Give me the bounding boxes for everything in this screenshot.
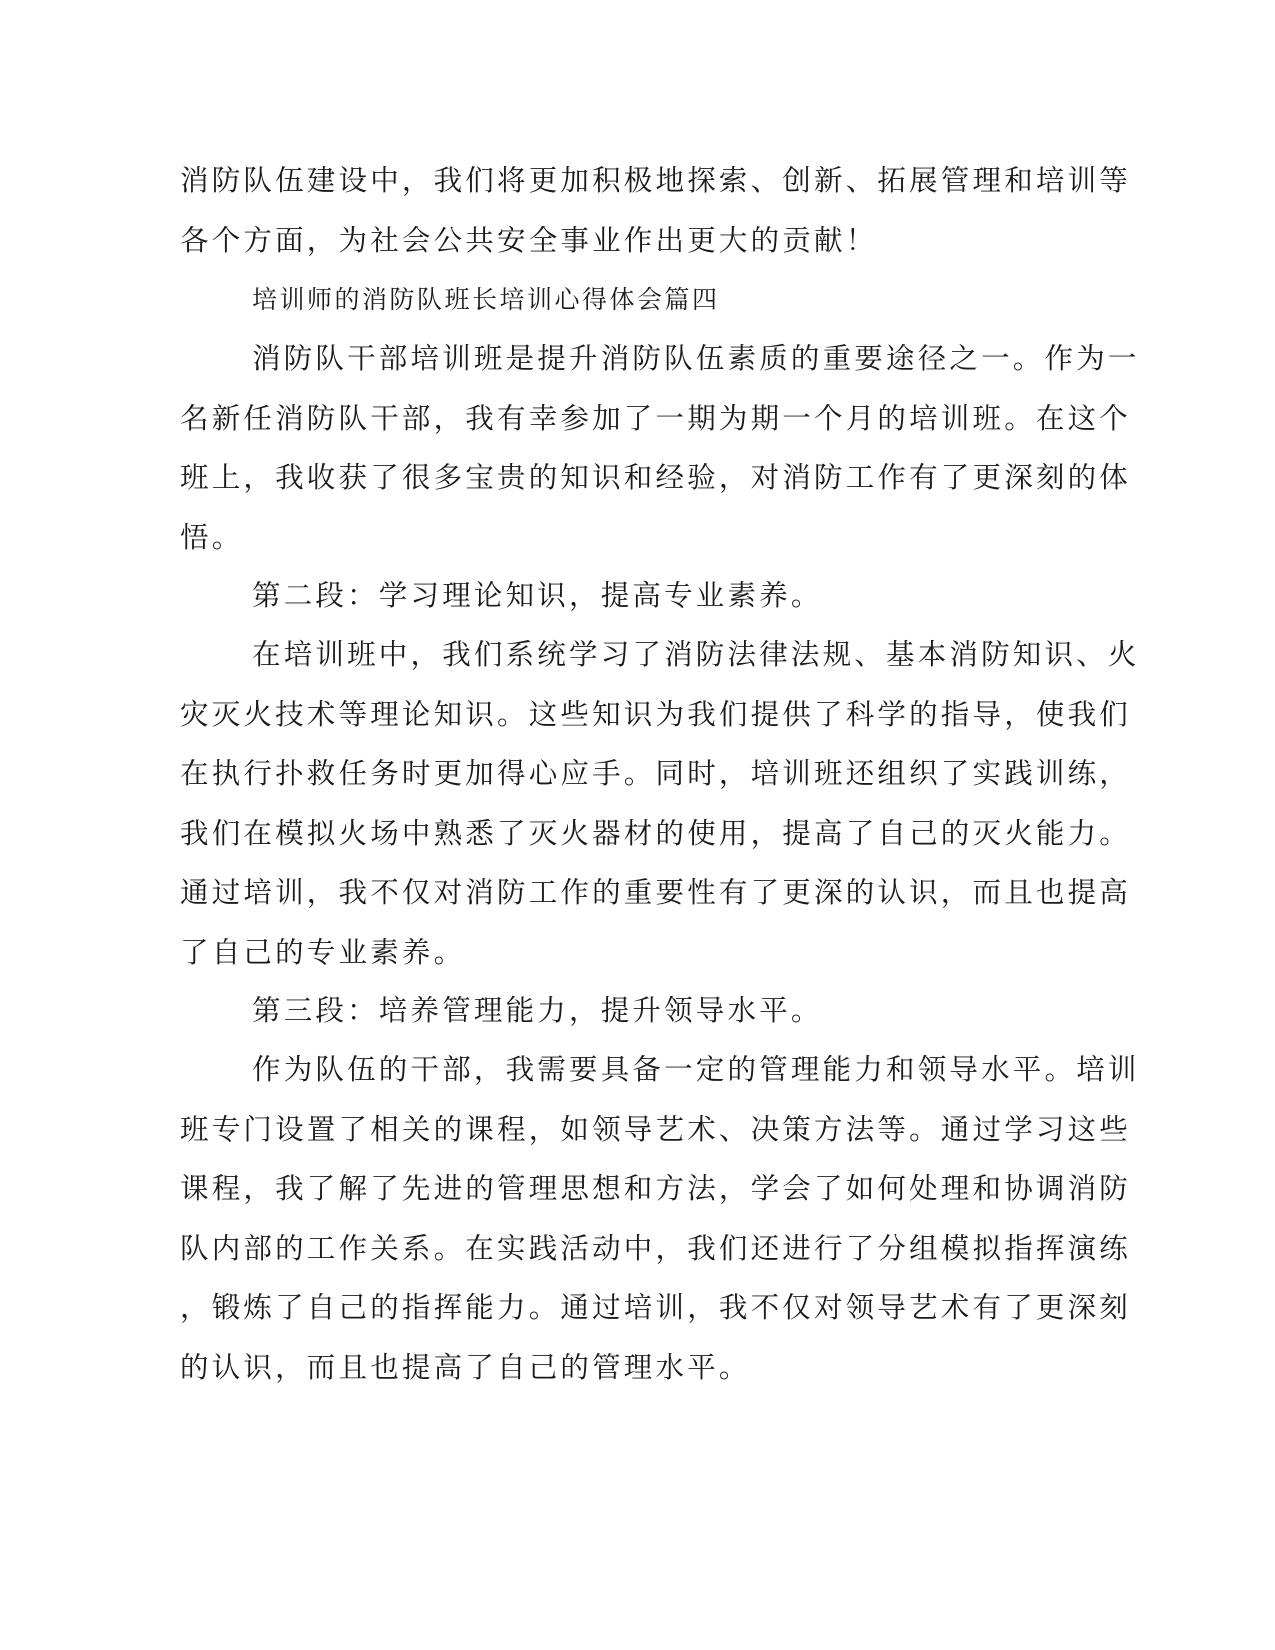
text-line: 的认识，而且也提高了自己的管理水平。 xyxy=(180,1350,751,1384)
text-line: 作为队伍的干部，我需要具备一定的管理能力和领导水平。培训 xyxy=(252,1053,1140,1086)
text-line: 消防队伍建设中，我们将更加积极地探索、创新、拓展管理和培训等 xyxy=(180,164,1132,197)
heading-2-block xyxy=(180,566,1050,626)
section-heading-2: 第二段：学习理论知识，提高专业素养。 xyxy=(252,579,823,612)
text-line: 在培训班中，我们系统学习了消防法律法规、基本消防知识、火 xyxy=(252,638,1140,671)
heading-3-block xyxy=(180,981,1050,1041)
intro-paragraph xyxy=(180,329,1140,567)
section-heading-3: 第三段：培养管理能力，提升领导水平。 xyxy=(252,994,823,1027)
section-title-block xyxy=(180,270,1050,330)
text-line: ，锻炼了自己的指挥能力。通过培训，我不仅对领导艺术有了更深刻 xyxy=(180,1291,1132,1324)
text-line: 消防队干部培训班是提升消防队伍素质的重要途径之一。作为一 xyxy=(252,342,1140,375)
paragraph-2 xyxy=(180,625,1140,982)
text-line: 班专门设置了相关的课程，如领导艺术、决策方法等。通过学习这些 xyxy=(180,1112,1132,1146)
text-line: 课程，我了解了先进的管理思想和方法，学会了如何处理和协调消防 xyxy=(180,1172,1132,1205)
text-line: 我们在模拟火场中熟悉了灭火器材的使用，提高了自己的灭火能力。 xyxy=(180,816,1132,850)
text-line: 班上，我收获了很多宝贵的知识和经验，对消防工作有了更深刻的体 xyxy=(180,461,1132,494)
paragraph-3 xyxy=(180,1040,1140,1397)
section-title: 培训师的消防队班长培训心得体会篇四 xyxy=(252,285,720,314)
text-line: 了自己的专业素养。 xyxy=(180,935,466,969)
text-line: 各个方面，为社会公共安全事业作出更大的贡献！ xyxy=(180,223,878,257)
text-line: 在执行扑救任务时更加得心应手。同时，培训班还组织了实践训练， xyxy=(180,757,1132,790)
text-line: 名新任消防队干部，我有幸参加了一期为期一个月的培训班。在这个 xyxy=(180,401,1132,435)
continuation-paragraph xyxy=(180,151,1132,270)
text-line: 悟。 xyxy=(180,520,244,554)
text-line: 通过培训，我不仅对消防工作的重要性有了更深的认识，而且也提高 xyxy=(180,876,1132,909)
text-line: 灾灭火技术等理论知识。这些知识为我们提供了科学的指导，使我们 xyxy=(180,697,1132,731)
text-line: 队内部的工作关系。在实践活动中，我们还进行了分组模拟指挥演练 xyxy=(180,1231,1132,1265)
